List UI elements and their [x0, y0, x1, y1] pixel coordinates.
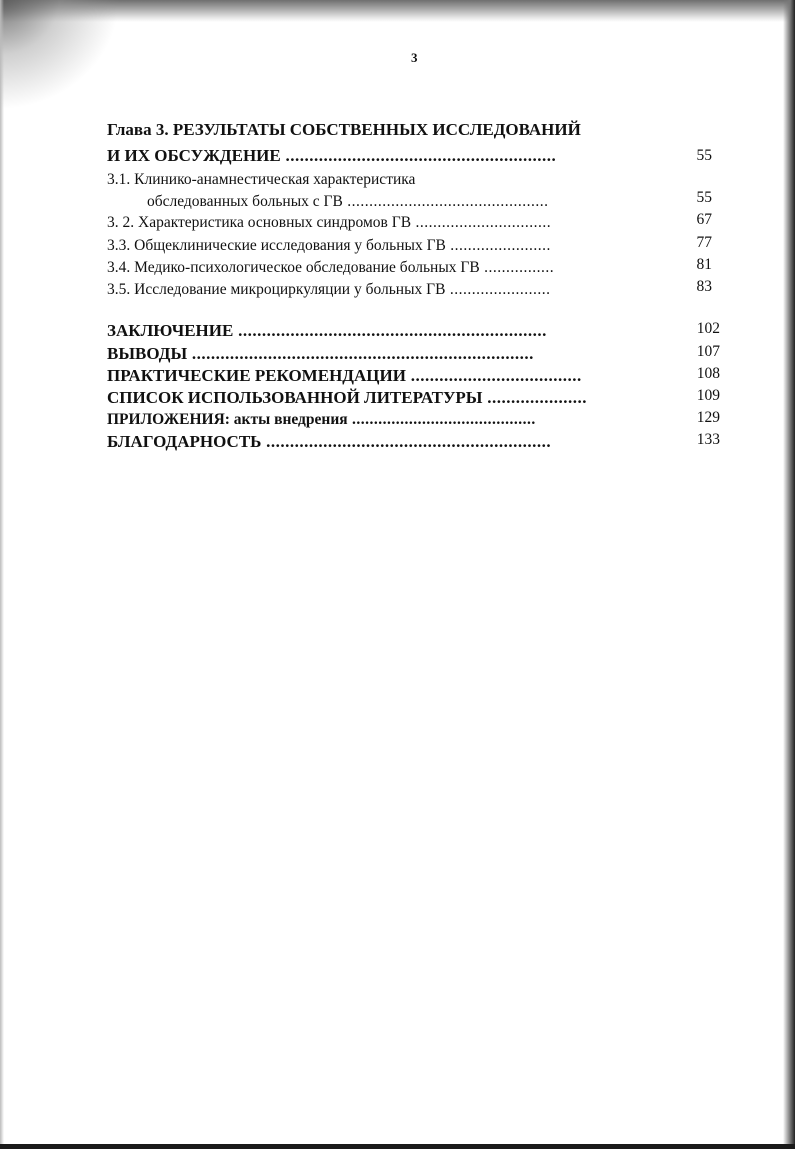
- toc-entry-text: ВЫВОДЫ: [107, 344, 188, 363]
- toc-entry-text: обследованных больных с ГВ: [147, 193, 343, 210]
- toc-page-number: 102: [696, 320, 720, 337]
- toc-section-3-2: [107, 213, 663, 233]
- toc-entry-text: 3.4. Медико-психологическое обследование больных ГВ: [107, 259, 480, 276]
- toc-entry-text: 3.1. Клинико-анамнестическая характеристика: [107, 171, 416, 188]
- scan-shadow-bottom: [0, 1144, 795, 1149]
- scan-shadow-corner: [0, 0, 120, 110]
- toc-entry-text: ПРАКТИЧЕСКИЕ РЕКОМЕНДАЦИИ: [107, 366, 406, 385]
- toc-section-3-1-line1: [107, 170, 663, 190]
- toc-leader-dots: ...............................: [411, 214, 552, 231]
- toc-entry-text: И ИХ ОБСУЖДЕНИЕ: [107, 146, 281, 165]
- toc-references: [107, 388, 663, 408]
- toc-leader-dots: ..........................................: [347, 411, 536, 428]
- toc-page-number: 55: [696, 189, 712, 206]
- toc-page-number: 77: [696, 234, 712, 251]
- toc-leader-dots: ..............................................: [342, 193, 549, 210]
- toc-entry-text: 3.5. Исследование микроциркуляции у больных ГВ: [107, 281, 446, 298]
- toc-entry-text: 3. 2. Характеристика основных синдромов ГВ: [107, 214, 412, 231]
- toc-leader-dots: .........................................................: [280, 146, 557, 165]
- toc-entry-text: 3.3. Общеклинические исследования у больных ГВ: [107, 237, 446, 254]
- scan-shadow-left: [0, 0, 4, 1149]
- toc-page-number: 67: [696, 211, 712, 228]
- toc-page-number: 129: [696, 409, 720, 426]
- toc-leader-dots: ....................................: [405, 366, 582, 385]
- toc-entry-text: Глава 3. РЕЗУЛЬТАТЫ СОБСТВЕННЫХ ИССЛЕДОВАНИЙ: [107, 120, 581, 139]
- toc-section-3-4: [107, 258, 663, 278]
- toc-findings: [107, 344, 663, 364]
- toc-acknowledgements: [107, 432, 663, 452]
- toc-page-number: 55: [696, 147, 712, 164]
- scan-shadow-right: [783, 0, 795, 1149]
- toc-section-3-3: [107, 236, 663, 256]
- toc-section-3-1-line2: [147, 192, 663, 212]
- toc-leader-dots: ............................................................: [261, 432, 552, 451]
- toc-appendix: [107, 410, 663, 430]
- toc-chapter3-title-line2: [107, 146, 663, 166]
- toc-recommendations: [107, 366, 667, 386]
- toc-page-number: 83: [696, 278, 712, 295]
- toc-page-number: 108: [696, 365, 720, 382]
- toc-leader-dots: .......................: [445, 237, 551, 254]
- toc-page-number: 109: [696, 387, 720, 404]
- toc-entry-text: СПИСОК ИСПОЛЬЗОВАННОЙ ЛИТЕРАТУРЫ: [107, 388, 483, 407]
- toc-entry-text: ЗАКЛЮЧЕНИЕ: [107, 321, 234, 340]
- toc-page-number: 107: [696, 343, 720, 360]
- toc-conclusion: [107, 321, 663, 341]
- toc-section-3-5: [107, 280, 663, 300]
- toc-leader-dots: ........................................................................: [187, 344, 534, 363]
- toc-chapter3-title-line1: [107, 120, 663, 140]
- toc-leader-dots: ................: [479, 259, 555, 276]
- page-number: 3: [411, 50, 418, 65]
- toc-entry-text: БЛАГОДАРНОСТЬ: [107, 432, 262, 451]
- toc-entry-text: ПРИЛОЖЕНИЯ: акты внедрения: [107, 411, 348, 428]
- toc-leader-dots: .......................: [445, 281, 551, 298]
- toc-page-number: 81: [696, 256, 712, 273]
- toc-leader-dots: .................................................................: [233, 321, 547, 340]
- toc-leader-dots: .....................: [482, 388, 587, 407]
- toc-page-number: 133: [696, 431, 720, 448]
